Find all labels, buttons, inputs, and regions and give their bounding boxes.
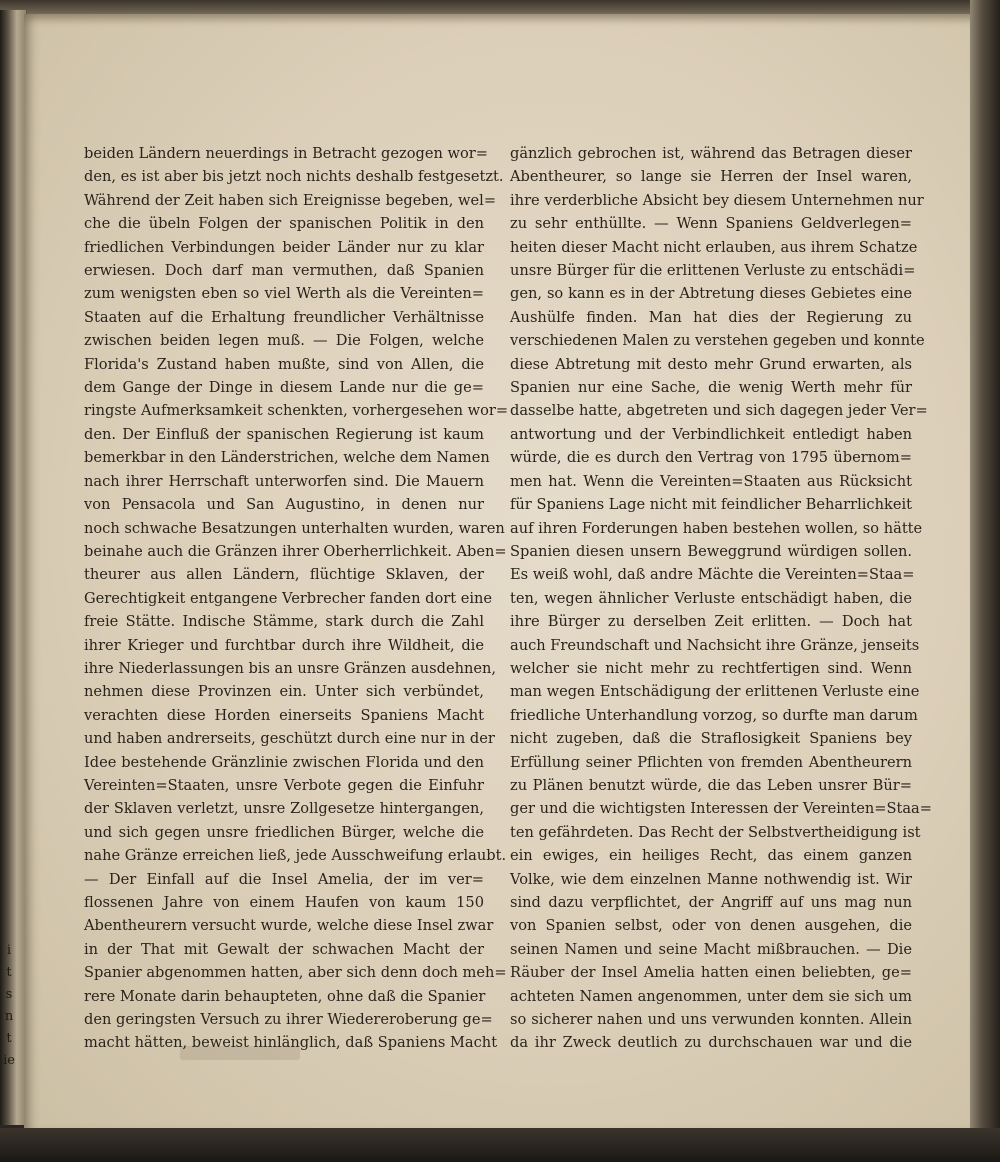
text-line: nahe Gränze erreichen ließ, jede Ausschweifung erlaubt.: [84, 847, 507, 865]
text-line: flossenen Jahre von einem Haufen von kaum 150: [84, 894, 484, 911]
margin-mark: t: [6, 1031, 12, 1046]
text-line: würde, die es durch den Vertrag von 1795 übernom=: [510, 449, 912, 467]
text-line: beiden Ländern neuerdings in Betracht gezogen wor=: [84, 145, 489, 162]
text-line: auch Freundschaft und Nachsicht ihre Gränze, jenseits: [510, 636, 920, 654]
text-line: beinahe auch die Gränzen ihrer Oberherrlichkeit. Aben=: [84, 542, 507, 560]
text-line: für Spaniens Lage nicht mit feindlicher Beharrlichkeit: [510, 496, 912, 514]
margin-mark: ie: [3, 1053, 15, 1068]
margin-mark: t: [6, 965, 12, 980]
text-line: theurer aus allen Ländern, flüchtige Sklaven, der: [84, 566, 484, 584]
text-line: rere Monate darin behaupteten, ohne daß die Spanier: [84, 987, 486, 1005]
text-line: Staaten auf die Erhaltung freundlicher Verhältnisse: [84, 308, 484, 326]
text-line: friedliche Unterhandlung vorzog, so durfte man darum: [510, 706, 918, 724]
right-text-column: [510, 142, 932, 1055]
text-line: — Der Einfall auf die Insel Amelia, der im ver=: [84, 870, 484, 888]
text-line: Während der Zeit haben sich Ereignisse begeben, wel=: [84, 191, 497, 209]
text-line: ihrer Krieger und furchtbar durch ihre Wildheit, die: [84, 636, 484, 654]
margin-mark: n: [4, 1009, 14, 1024]
text-line: ger und die wichtigsten Interessen der Vereinten=Staa=: [510, 800, 932, 818]
text-line: den. Der Einfluß der spanischen Regierung ist kaum: [84, 425, 484, 443]
text-line: Gerechtigkeit entgangene Verbrecher fanden dort eine: [84, 589, 493, 607]
text-line: zu Plänen benutzt würde, die das Leben unsrer Bür=: [510, 776, 912, 794]
text-line: Räuber der Insel Amelia hatten einen beliebten, ge=: [510, 964, 912, 982]
text-line: ihre verderbliche Absicht bey diesem Unternehmen nur: [510, 191, 924, 209]
text-line: ihre Bürger zu derselben Zeit erlitten. — Doch hat: [510, 613, 912, 631]
text-line: ten gefährdeten. Das Recht der Selbstvertheidigung ist: [510, 823, 921, 841]
left-text-column: [84, 142, 509, 1055]
text-line: sind dazu verpflichtet, der Angriff auf uns mag nun: [510, 894, 912, 911]
text-line: che die übeln Folgen der spanischen Politik in den: [84, 215, 484, 233]
text-line: Spanier abgenommen hatten, aber sich denn doch meh=: [84, 964, 507, 982]
text-line: gänzlich gebrochen ist, während das Betragen dieser: [510, 145, 912, 162]
text-line: ihre Niederlassungen bis an unsre Gränzen ausdehnen,: [84, 659, 497, 677]
text-line: und haben andrerseits, geschützt durch eine nur in der: [84, 730, 495, 748]
text-line: den, es ist aber bis jetzt noch nichts deshalb festgesetzt.: [84, 168, 504, 186]
text-line: man wegen Entschädigung der erlittenen Verluste eine: [510, 683, 920, 701]
text-line: bemerkbar in den Länderstrichen, welche dem Namen: [84, 449, 490, 467]
text-line: antwortung und der Verbindlichkeit entledigt haben: [510, 425, 912, 443]
margin-mark: s: [5, 987, 13, 1002]
text-line: unsre Bürger für die erlittenen Verluste zu entschädi=: [510, 262, 916, 280]
text-line: heiten dieser Macht nicht erlauben, aus ihrem Schatze: [510, 238, 918, 256]
text-line: von Pensacola und San Augustino, in denen nur: [84, 496, 484, 514]
text-line: Erfüllung seiner Pflichten von fremden Abentheurern: [510, 753, 912, 771]
text-line: Spanien nur eine Sache, die wenig Werth mehr für: [510, 379, 912, 397]
text-line: verschiedenen Malen zu verstehen gegeben und konnte: [510, 332, 925, 350]
text-line: welcher sie nicht mehr zu rechtfertigen sind. Wenn: [510, 659, 912, 677]
text-line: diese Abtretung mit desto mehr Grund erwarten, als: [510, 355, 912, 373]
text-line: dasselbe hatte, abgetreten und sich dagegen jeder Ver=: [510, 402, 928, 420]
text-line: Idee bestehende Gränzlinie zwischen Florida und den: [84, 753, 484, 771]
text-line: Abentheurer, so lange sie Herren der Insel waren,: [510, 168, 912, 186]
text-line: da ihr Zweck deutlich zu durchschauen war und die: [510, 1034, 912, 1052]
text-line: ringste Aufmerksamkeit schenkten, vorhergesehen wor=: [84, 402, 509, 420]
text-line: ein ewiges, ein heiliges Recht, das einem ganzen: [510, 847, 912, 865]
text-line: nach ihrer Herrschaft unterworfen sind. Die Mauern: [84, 472, 484, 490]
text-line: zu sehr enthüllte. — Wenn Spaniens Geldverlegen=: [510, 215, 912, 233]
text-line: Aushülfe finden. Man hat dies der Regierung zu: [510, 308, 912, 326]
text-line: men hat. Wenn die Vereinten=Staaten aus Rücksicht: [510, 472, 912, 490]
text-line: Spanien diesen unsern Beweggrund würdigen sollen.: [510, 542, 912, 560]
scan-bottom-background: [0, 1128, 1000, 1162]
text-line: freie Stätte. Indische Stämme, stark durch die Zahl: [84, 613, 484, 631]
text-line: Abentheurern versucht wurde, welche diese Insel zwar: [84, 917, 494, 935]
text-line: Volke, wie dem einzelnen Manne nothwendig ist. Wir: [510, 870, 912, 888]
text-line: nehmen diese Provinzen ein. Unter sich verbündet,: [84, 683, 484, 701]
text-line: macht hätten, beweist hinlänglich, daß Spaniens Macht: [84, 1034, 498, 1052]
text-line: in der That mit Gewalt der schwachen Macht der: [84, 940, 484, 958]
text-line: erwiesen. Doch darf man vermuthen, daß Spanien: [84, 262, 484, 280]
text-line: noch schwache Besatzungen unterhalten wurden, waren: [84, 519, 505, 537]
text-line: so sicherer nahen und uns verwunden konnten. Allein: [510, 1011, 912, 1029]
text-line: Florida's Zustand haben mußte, sind von Allen, die: [84, 355, 484, 373]
margin-mark: i: [6, 943, 12, 958]
text-line: nicht zugeben, daß die Straflosigkeit Spaniens bey: [510, 730, 912, 748]
text-line: von Spanien selbst, oder von denen ausgehen, die: [510, 917, 912, 935]
text-line: achteten Namen angenommen, unter dem sie sich um: [510, 987, 912, 1005]
text-line: seinen Namen und seine Macht mißbrauchen. — Die: [510, 940, 912, 958]
book-right-edge: [970, 0, 1000, 1162]
text-line: zwischen beiden legen muß. — Die Folgen, welche: [84, 332, 484, 350]
text-line: zum wenigsten eben so viel Werth als die Vereinten=: [84, 285, 484, 303]
text-line: gen, so kann es in der Abtretung dieses Gebietes eine: [510, 285, 912, 303]
text-line: ten, wegen ähnlicher Verluste entschädigt haben, die: [510, 589, 912, 607]
text-line: dem Gange der Dinge in diesem Lande nur die ge=: [84, 379, 484, 397]
text-line: und sich gegen unsre friedlichen Bürger, welche die: [84, 823, 484, 841]
text-line: Es weiß wohl, daß andre Mächte die Vereinten=Staa=: [510, 566, 915, 584]
text-line: friedlichen Verbindungen beider Länder nur zu klar: [84, 238, 484, 256]
text-line: den geringsten Versuch zu ihrer Wiedereroberung ge=: [84, 1011, 493, 1029]
text-line: auf ihren Forderungen haben bestehen wollen, so hätte: [510, 519, 923, 537]
text-line: Vereinten=Staaten, unsre Verbote gegen die Einfuhr: [84, 776, 484, 794]
left-margin-marks: [2, 940, 16, 1072]
text-line: verachten diese Horden einerseits Spaniens Macht: [84, 706, 484, 724]
text-line: der Sklaven verletzt, unsre Zollgesetze hintergangen,: [84, 800, 484, 818]
